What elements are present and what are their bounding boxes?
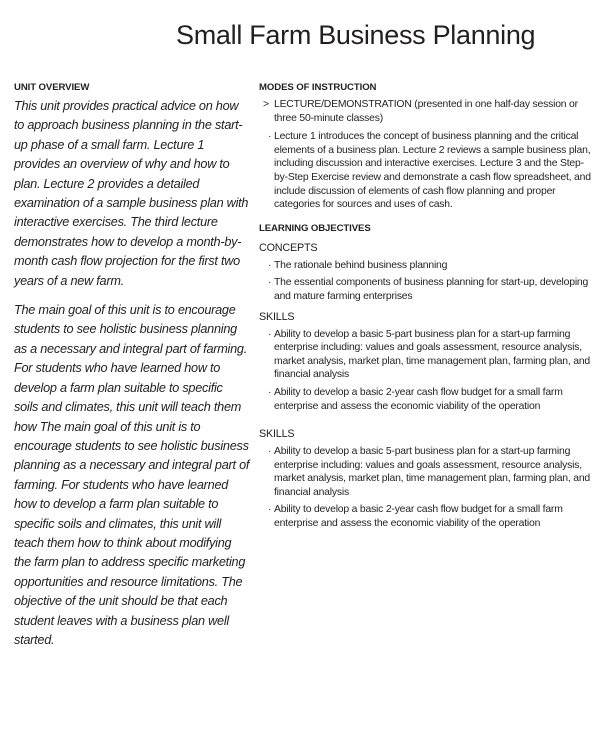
overview-paragraph-2: The main goal of this unit is to encourage students to see holistic business planning as a necessary and integral part of farming. For students who have learned how to develop a farm plan suitable to specific soils and climates, this unit will teach them how The main goal of this unit is to encourage students to see holistic business planning as a necessary and integral part of farming. For students who have learned how to develop a farm plan suitable to specific soils and climates, this unit will teach them how to think about modifying the farm plan to address specific marketing opportunities and resource limitations. The objective of the unit should be that each student leaves with a business plan well started.	[14, 303, 250, 647]
bullet-dot-icon: ·	[268, 504, 272, 516]
unit-overview-heading: UNIT OVERVIEW	[14, 82, 90, 93]
bullet-dot-icon: ·	[268, 386, 272, 398]
list-item-text: Ability to develop a basic 2-year cash flow budget for a small farm enterprise and assess the economic viability of the operation	[274, 386, 563, 412]
list-item-text: Ability to develop a basic 5-part business plan for a start-up farming enterprise including: values and goals assessment, resource analysis, market analysis, market plan, time management plan, farming plan, and financial analysis	[274, 328, 590, 381]
mode-item-text: LECTURE/DEMONSTRATION (presented in one half-day session or three 50-minute classes)	[274, 99, 578, 124]
concepts-subheading: CONCEPTS	[259, 241, 318, 254]
mode-item-lecture-details	[259, 130, 594, 212]
instruction-objectives-column	[259, 81, 594, 531]
overview-paragraph-1: This unit provides practical advice on how to approach business planning in the start-up phase of a small farm. Lecture 1 provides an overview of why and how to plan. Lecture 2 provides a detailed examination of a sample business plan with interactive exercises. The third lecture demonstrates how to develop a month-by-month cash flow projection for the first two years of a new farm.	[14, 99, 249, 288]
list-item-text: The essential components of business planning for start-up, developing and mature farming enterprises	[274, 277, 589, 302]
bullet-dot-icon: ·	[268, 328, 272, 340]
bullet-dot-icon: ·	[268, 446, 272, 458]
list-item	[259, 386, 594, 413]
mode-item-lecture-demonstration	[259, 98, 594, 125]
list-item-text: Ability to develop a basic 2-year cash flow budget for a small farm enterprise and assess the economic viability of the operation	[274, 504, 563, 530]
learning-objectives-heading: LEARNING OBJECTIVES	[259, 222, 371, 234]
unit-overview-column	[14, 81, 250, 650]
bullet-dot-icon: ·	[268, 277, 272, 289]
list-item	[259, 503, 594, 530]
mode-item-text: Lecture 1 introduces the concept of business planning and the critical elements of a business plan. Lecture 2 reviews a sample business plan, including discussion and interactive exercises. Lecture 3 and the Step-by-Step Exercise review and demonstrate a cash flow spreadsheet, and include discussion of elements of cash flow planning and proper categories for sources and uses of cash.	[274, 131, 591, 211]
chevron-right-icon: >	[263, 99, 269, 110]
skills-list	[259, 445, 594, 531]
bullet-dot-icon: ·	[268, 259, 272, 271]
list-item	[259, 445, 594, 499]
list-item-text: The rationale behind business planning	[274, 259, 448, 271]
list-item	[259, 276, 594, 303]
list-item-text: Ability to develop a basic 5-part business plan for a start-up farming enterprise including: values and goals assessment, resource analysis, market analysis, market plan, time management plan, farming plan, and financial analysis	[274, 446, 590, 498]
skills-list	[259, 328, 594, 414]
skills-block-repeat	[259, 427, 594, 531]
skills-subheading: SKILLS	[259, 428, 295, 441]
concepts-list	[259, 259, 594, 304]
list-item	[259, 328, 594, 382]
list-item	[259, 259, 594, 273]
modes-of-instruction-heading: MODES OF INSTRUCTION	[259, 82, 377, 93]
skills-subheading: SKILLS	[259, 310, 295, 323]
page-title: Small Farm Business Planning	[176, 20, 536, 50]
bullet-dot-icon: ·	[268, 131, 272, 143]
